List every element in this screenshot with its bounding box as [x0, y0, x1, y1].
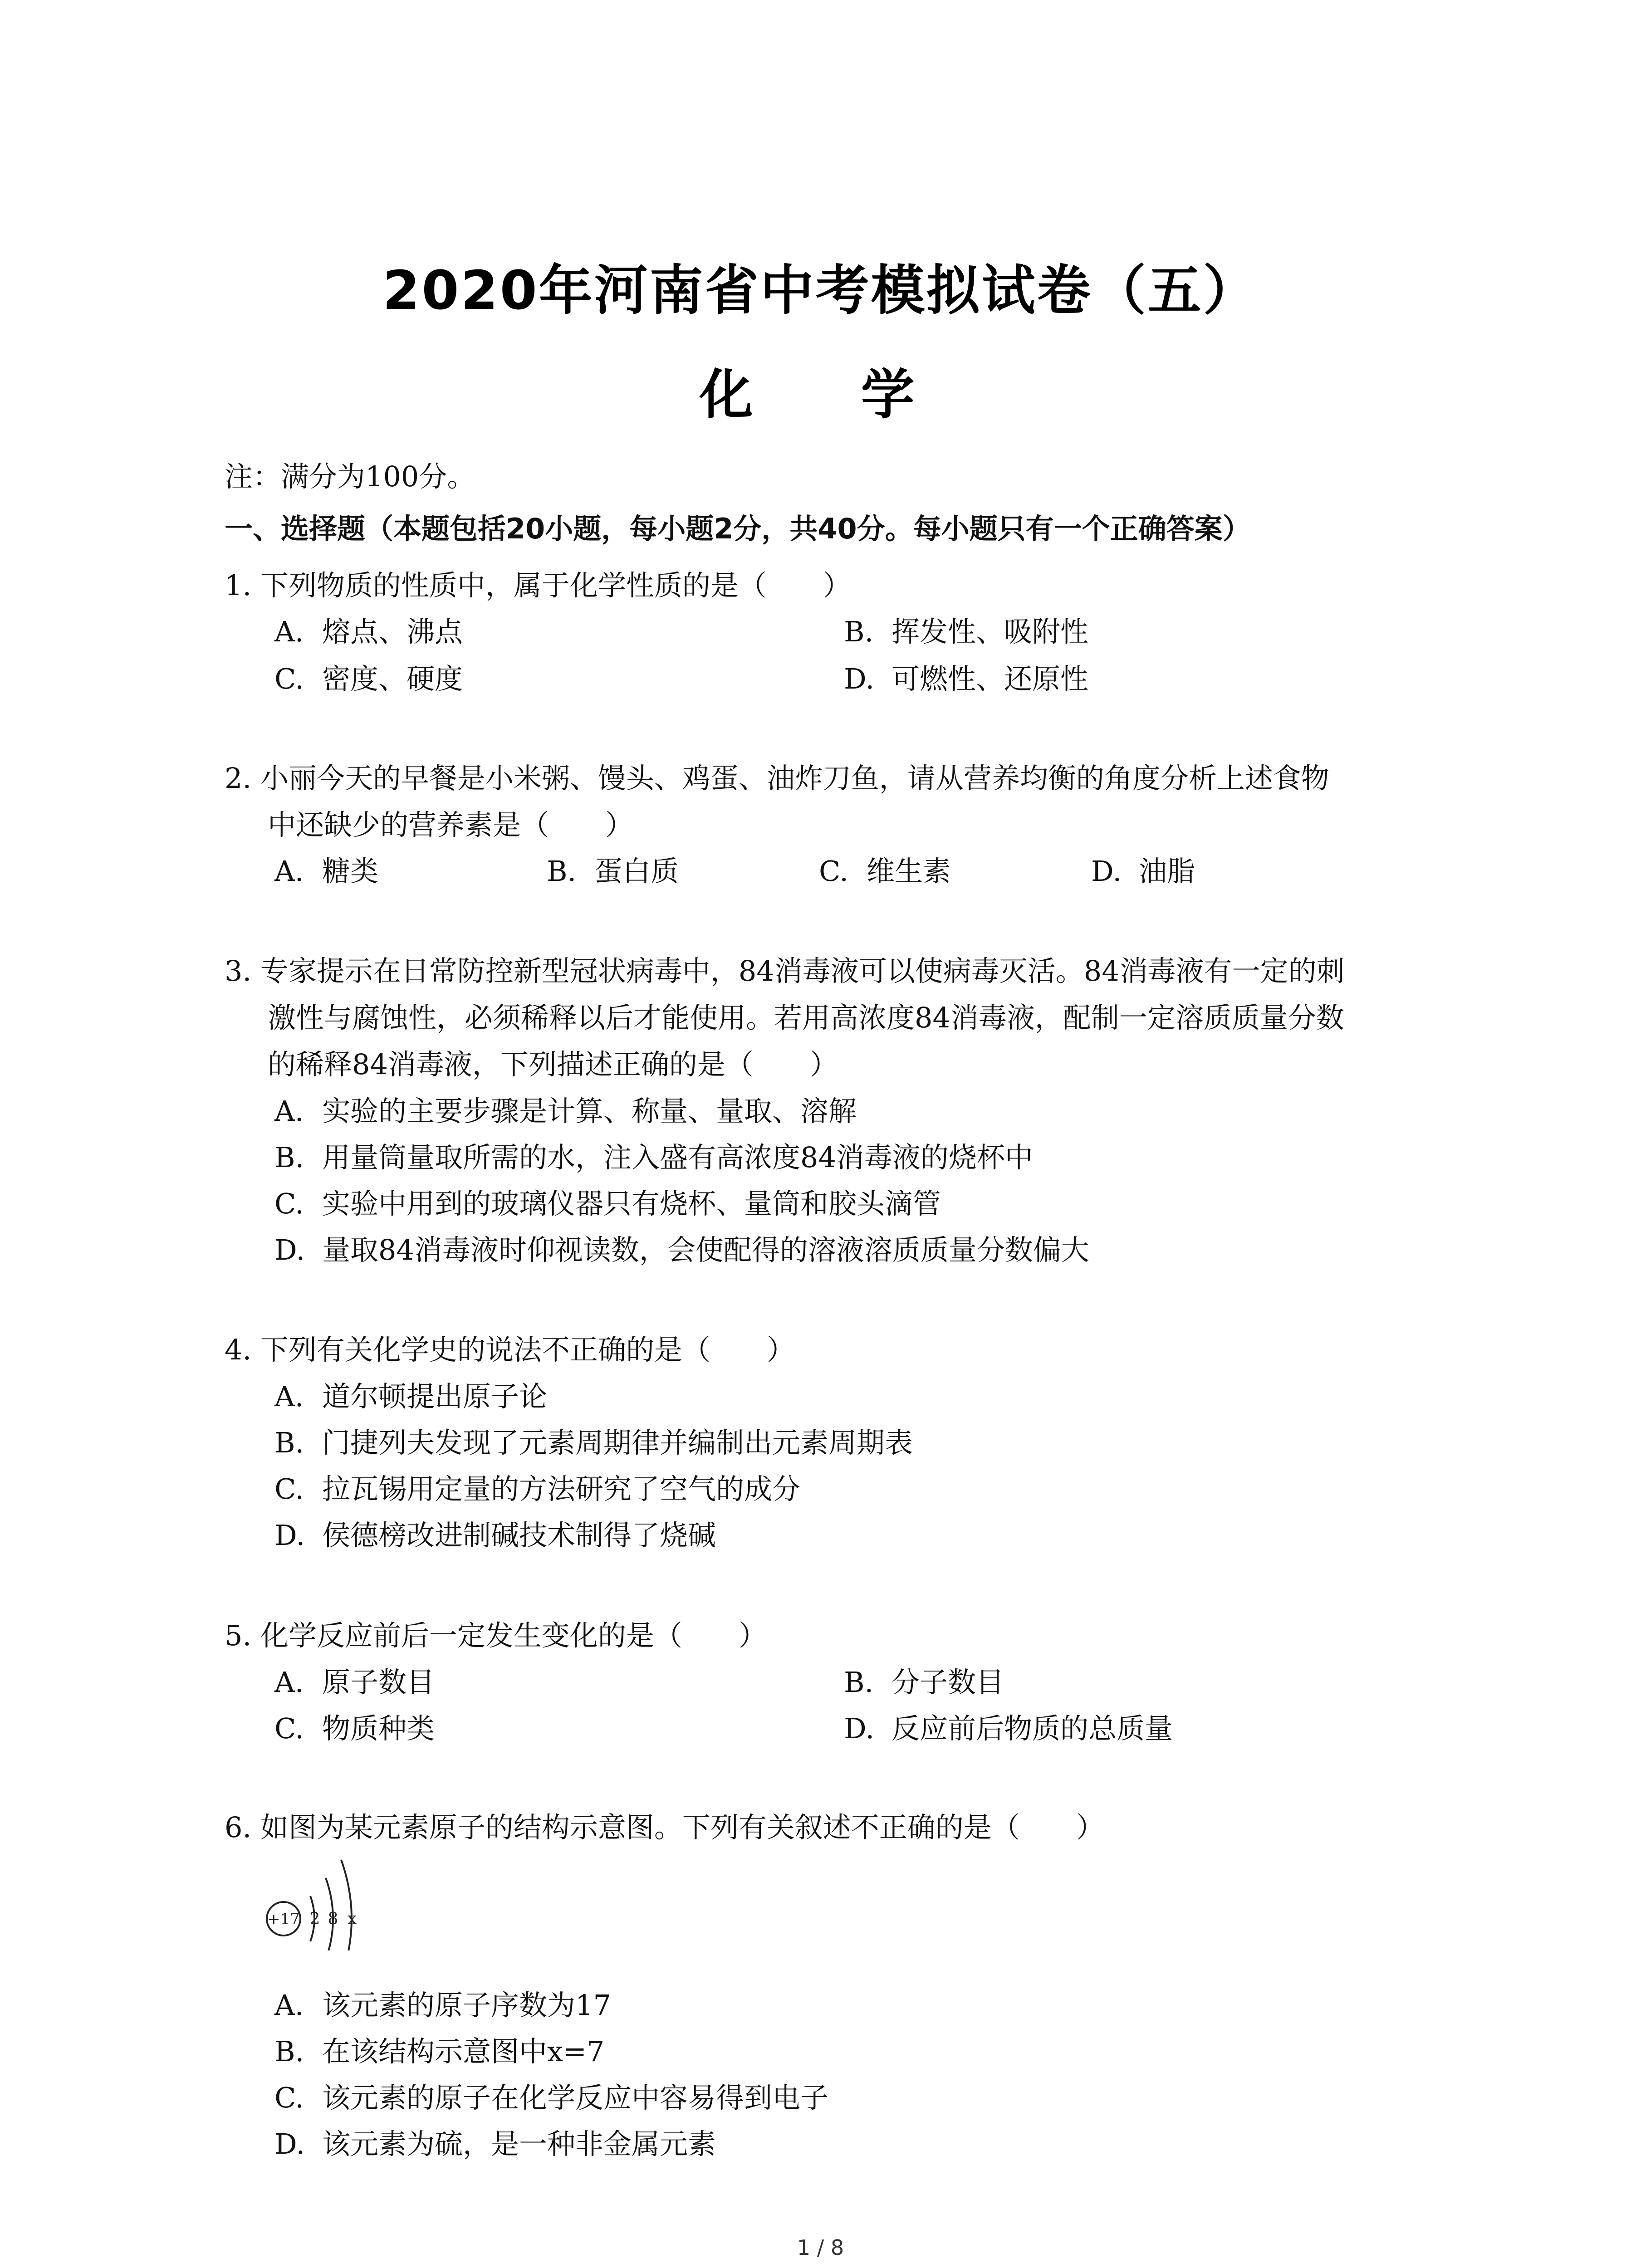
question-6-stem: 6. 如图为某元素原子的结构示意图。下列有关叙述不正确的是（ ）	[225, 1811, 1104, 1844]
option-letter: A.	[274, 1380, 304, 1413]
page-number: 1 / 8	[797, 2235, 844, 2260]
option-letter: B.	[274, 1141, 304, 1174]
question-3-option-a[interactable]	[274, 1095, 857, 1128]
question-1-stem: 1. 下列物质的性质中，属于化学性质的是（ ）	[225, 569, 851, 602]
option-text: 原子数目	[322, 1666, 435, 1699]
question-3-stem: 的稀释84消毒液，下列描述正确的是（ ）	[268, 1048, 838, 1081]
question-3-option-b[interactable]	[274, 1141, 1033, 1174]
question-5-option-b[interactable]	[844, 1666, 1004, 1699]
option-letter: B.	[844, 615, 874, 648]
option-text: 油脂	[1139, 855, 1195, 888]
option-text: 用量筒量取所需的水，注入盛有高浓度84消毒液的烧杯中	[322, 1141, 1033, 1174]
option-text: 分子数目	[892, 1666, 1004, 1699]
question-3-option-d[interactable]	[274, 1233, 1089, 1266]
option-letter: A.	[274, 615, 304, 648]
question-5-option-c[interactable]	[274, 1712, 435, 1745]
question-1-option-b[interactable]	[844, 615, 1089, 648]
option-letter: A.	[274, 1666, 304, 1699]
shell-1-electrons: 2	[309, 1910, 320, 1928]
question-4-option-b[interactable]	[274, 1426, 913, 1459]
option-text: 侯德榜改进制碱技术制得了烧碱	[322, 1519, 716, 1552]
option-text: 熔点、沸点	[322, 615, 463, 648]
option-text: 可燃性、还原性	[892, 662, 1089, 695]
nucleus-charge: +17	[267, 1910, 300, 1928]
subject-title: 化 学	[699, 363, 942, 426]
option-letter: B.	[274, 2035, 304, 2068]
question-1-option-d[interactable]	[844, 662, 1089, 695]
question-3-stem: 3. 专家提示在日常防控新型冠状病毒中，84消毒液可以使病毒灭活。84消毒液有一定的刺	[225, 954, 1345, 987]
atom-structure-diagram	[263, 1846, 372, 1950]
question-1-option-a[interactable]	[274, 615, 463, 648]
question-5-stem: 5. 化学反应前后一定发生变化的是（ ）	[225, 1619, 767, 1652]
question-3-stem: 激性与腐蚀性，必须稀释以后才能使用。若用高浓度84消毒液，配制一定溶质质量分数	[268, 1001, 1344, 1034]
question-6-option-c[interactable]	[274, 2081, 829, 2114]
question-2-option-c[interactable]	[819, 855, 951, 888]
option-text: 实验的主要步骤是计算、称量、量取、溶解	[322, 1095, 857, 1128]
option-text: 门捷列夫发现了元素周期律并编制出元素周期表	[322, 1426, 913, 1459]
question-1-option-c[interactable]	[274, 662, 463, 695]
option-letter: B.	[844, 1666, 874, 1699]
option-text: 维生素	[867, 855, 951, 888]
option-text: 糖类	[322, 855, 379, 888]
option-text: 在该结构示意图中x=7	[322, 2035, 605, 2068]
option-letter: A.	[274, 855, 304, 888]
option-letter: D.	[1091, 855, 1122, 888]
option-letter: D.	[274, 1519, 305, 1552]
question-2-option-b[interactable]	[547, 855, 679, 888]
option-letter: C.	[274, 1712, 304, 1745]
option-text: 挥发性、吸附性	[892, 615, 1089, 648]
question-4-option-c[interactable]	[274, 1472, 801, 1505]
option-text: 拉瓦锡用定量的方法研究了空气的成分	[322, 1472, 801, 1505]
question-3-option-c[interactable]	[274, 1187, 941, 1220]
shell-2-electrons: 8	[328, 1910, 338, 1928]
option-text: 物质种类	[322, 1712, 435, 1745]
option-text: 实验中用到的玻璃仪器只有烧杯、量筒和胶头滴管	[322, 1187, 941, 1220]
question-2-option-d[interactable]	[1091, 855, 1195, 888]
electron-shell-3	[341, 1860, 352, 1950]
section-heading: 一、选择题（本题包括20小题，每小题2分，共40分。每小题只有一个正确答案）	[225, 512, 1251, 545]
option-letter: C.	[274, 662, 304, 695]
question-5-option-a[interactable]	[274, 1666, 435, 1699]
option-letter: D.	[274, 2127, 305, 2160]
score-note: 注：满分为100分。	[225, 460, 475, 493]
option-letter: A.	[274, 1095, 304, 1128]
option-letter: D.	[274, 1233, 305, 1266]
option-letter: B.	[274, 1426, 304, 1459]
option-letter: C.	[274, 1472, 304, 1505]
question-6-option-b[interactable]	[274, 2035, 605, 2068]
shell-3-electrons: x	[347, 1910, 357, 1928]
option-letter: C.	[274, 2081, 304, 2114]
option-text: 道尔顿提出原子论	[322, 1380, 548, 1413]
option-text: 量取84消毒液时仰视读数，会使配得的溶液溶质质量分数偏大	[322, 1233, 1089, 1266]
question-4-option-d[interactable]	[274, 1519, 716, 1552]
page-title: 2020年河南省中考模拟试卷（五）	[382, 259, 1259, 322]
option-text: 蛋白质	[594, 855, 679, 888]
option-letter: D.	[844, 1712, 875, 1745]
question-4-option-a[interactable]	[274, 1380, 548, 1413]
question-5-option-d[interactable]	[844, 1712, 1173, 1745]
question-4-stem: 4. 下列有关化学史的说法不正确的是（ ）	[225, 1333, 795, 1366]
option-text: 反应前后物质的总质量	[892, 1712, 1173, 1745]
question-6-option-d[interactable]	[274, 2127, 716, 2160]
question-2-option-a[interactable]	[274, 855, 379, 888]
option-letter: C.	[274, 1187, 304, 1220]
option-letter: B.	[547, 855, 577, 888]
option-letter: A.	[274, 1989, 304, 2022]
option-letter: D.	[844, 662, 875, 695]
option-text: 密度、硬度	[322, 662, 463, 695]
option-text: 该元素为硫，是一种非金属元素	[322, 2127, 716, 2160]
question-2-stem: 中还缺少的营养素是（ ）	[268, 808, 634, 841]
question-6-option-a[interactable]	[274, 1989, 611, 2022]
question-2-stem: 2. 小丽今天的早餐是小米粥、馒头、鸡蛋、油炸刀鱼，请从营养均衡的角度分析上述食物	[225, 762, 1329, 795]
option-text: 该元素的原子在化学反应中容易得到电子	[322, 2081, 829, 2114]
option-text: 该元素的原子序数为17	[322, 1989, 611, 2022]
option-letter: C.	[819, 855, 848, 888]
